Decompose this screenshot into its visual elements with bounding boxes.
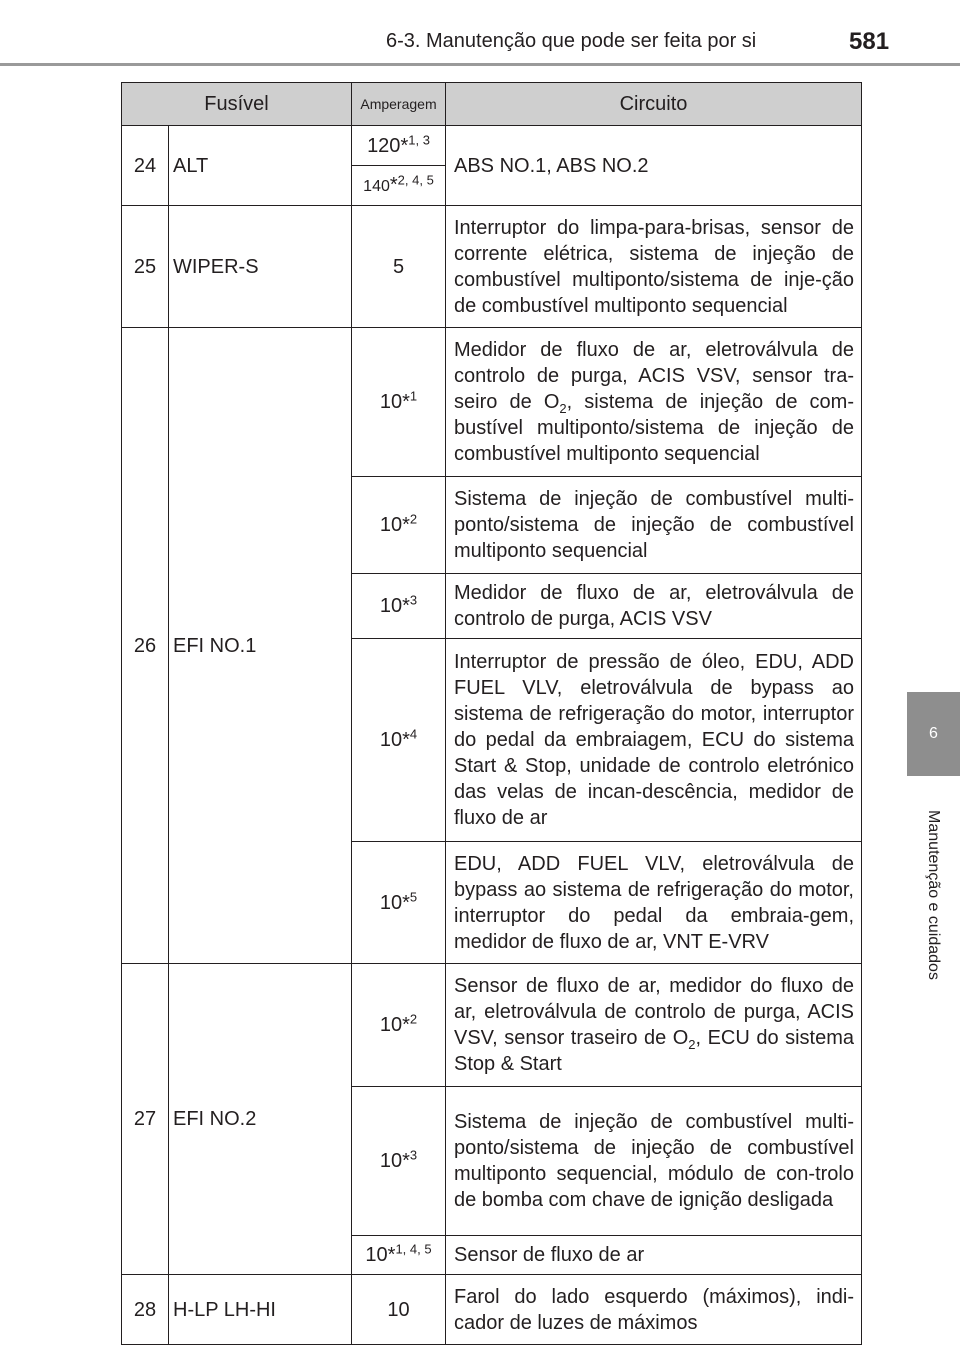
- table-row: [122, 964, 862, 1087]
- fuse-number: 25: [122, 206, 169, 328]
- fuse-name: ALT: [169, 126, 352, 206]
- amperage-cell: 10*$^2$: [352, 477, 446, 574]
- table-row: [122, 328, 862, 477]
- column-header-fuse: Fusível: [122, 83, 352, 126]
- amperage-cell: 10*$^4$: [352, 639, 446, 842]
- asterisk-icon: *: [402, 1014, 410, 1036]
- table-row: [122, 126, 862, 166]
- asterisk-icon: *: [402, 1150, 410, 1172]
- footnote-ref: 1, 3: [408, 131, 430, 147]
- table-header-row: [122, 83, 862, 126]
- circuit-cell: Interruptor de pressão de óleo, EDU, ADD FUEL VLV, eletroválvula de bypass ao sistema de refrigeração do motor, interruptor do pedal da embraiagem, ECU do sistema Start & Stop, unidade de controlo eletrónico das velas de incan-descência, medidor de fluxo de ar: [446, 639, 862, 842]
- footnote-ref: 2: [409, 511, 418, 527]
- asterisk-icon: *: [389, 173, 398, 196]
- fuse-number: 27: [122, 964, 169, 1275]
- chapter-tab-label: Manutenção e cuidados: [925, 810, 942, 980]
- section-title: 6-3. Manutenção que pode ser feita por si: [386, 30, 757, 52]
- asterisk-icon: *: [402, 595, 410, 617]
- fuse-name: WIPER-S: [169, 206, 352, 328]
- asterisk-icon: *: [402, 391, 410, 413]
- fuse-table: [121, 82, 862, 1345]
- asterisk-icon: *: [402, 729, 410, 751]
- table-row: [122, 206, 862, 328]
- chapter-tab: 6: [907, 692, 960, 776]
- fuse-name: H-LP LH-HI: [169, 1275, 352, 1345]
- circuit-cell: Sensor de fluxo de ar, medidor do fluxo de ar, eletroválvula de controlo de purga, ACIS VSV, sensor traseiro de $O_2$, ECU do sistema Stop & Start: [446, 964, 862, 1087]
- footnote-ref: 3: [409, 592, 418, 608]
- fuse-number: 24: [122, 126, 169, 206]
- circuit-cell: Interruptor do limpa-para-brisas, sensor de corrente elétrica, sistema de injeção de combustível multiponto/sistema de inje-ção de combustível multiponto sequencial: [446, 206, 862, 328]
- asterisk-icon: *: [387, 1244, 396, 1266]
- footnote-ref: 2: [409, 1011, 418, 1027]
- amperage-cell: 10*$^1$: [352, 328, 446, 477]
- page-number: 581: [849, 28, 890, 55]
- amperage-cell: 10*$^3$: [352, 574, 446, 639]
- amperage-cell: 10*$^{1, 4, 5}$: [352, 1236, 446, 1275]
- circuit-cell: ABS NO.1, ABS NO.2: [446, 126, 862, 206]
- circuit-cell: Farol do lado esquerdo (máximos), indi-cador de luzes de máximos: [446, 1275, 862, 1345]
- footnote-ref: 2, 4, 5: [397, 172, 434, 188]
- amperage-cell: 120*$^{1, 3}$: [352, 126, 446, 166]
- footnote-ref: 3: [409, 1147, 418, 1163]
- footnote-ref: 1, 4, 5: [395, 1241, 432, 1257]
- amperage-cell: 140*$^{2, 4, 5}$: [352, 166, 446, 206]
- footnote-ref: 5: [409, 888, 418, 904]
- amperage-cell: 5: [352, 206, 446, 328]
- circuit-cell: Medidor de fluxo de ar, eletroválvula de controlo de purga, ACIS VSV: [446, 574, 862, 639]
- circuit-cell: EDU, ADD FUEL VLV, eletroválvula de bypass ao sistema de refrigeração do motor, interruptor do pedal da embraia-gem, medidor de fluxo de ar, VNT E-VRV: [446, 842, 862, 964]
- amperage-cell: 10: [352, 1275, 446, 1345]
- amperage-cell: 10*$^5$: [352, 842, 446, 964]
- column-header-circuit: Circuito: [446, 83, 862, 126]
- table-row: [122, 1275, 862, 1345]
- circuit-cell: Sistema de injeção de combustível multi-ponto/sistema de injeção de combustível multiponto sequencial, módulo de con-trolo de bomba com chave de ignição desligada: [446, 1087, 862, 1236]
- footnote-ref: 1: [409, 388, 418, 404]
- circuit-cell: Medidor de fluxo de ar, eletroválvula de controlo de purga, ACIS VSV, sensor tra-seiro de $O_2$, sistema de injeção de com-bustível multiponto/sistema de injeção de combustível multiponto sequencial: [446, 328, 862, 477]
- column-header-amperage: Amperagem: [352, 83, 446, 126]
- fuse-number: 28: [122, 1275, 169, 1345]
- circuit-cell: Sistema de injeção de combustível multi-ponto/sistema de injeção de combustível multiponto sequencial: [446, 477, 862, 574]
- header-divider: [0, 63, 960, 66]
- circuit-cell: Sensor de fluxo de ar: [446, 1236, 862, 1275]
- asterisk-icon: *: [400, 134, 409, 157]
- amperage-cell: 10*$^2$: [352, 964, 446, 1087]
- fuse-name: EFI NO.2: [169, 964, 352, 1275]
- fuse-number: 26: [122, 328, 169, 964]
- amperage-cell: 10*$^3$: [352, 1087, 446, 1236]
- asterisk-icon: *: [402, 514, 410, 536]
- footnote-ref: 4: [409, 726, 418, 742]
- asterisk-icon: *: [402, 891, 410, 914]
- fuse-name: EFI NO.1: [169, 328, 352, 964]
